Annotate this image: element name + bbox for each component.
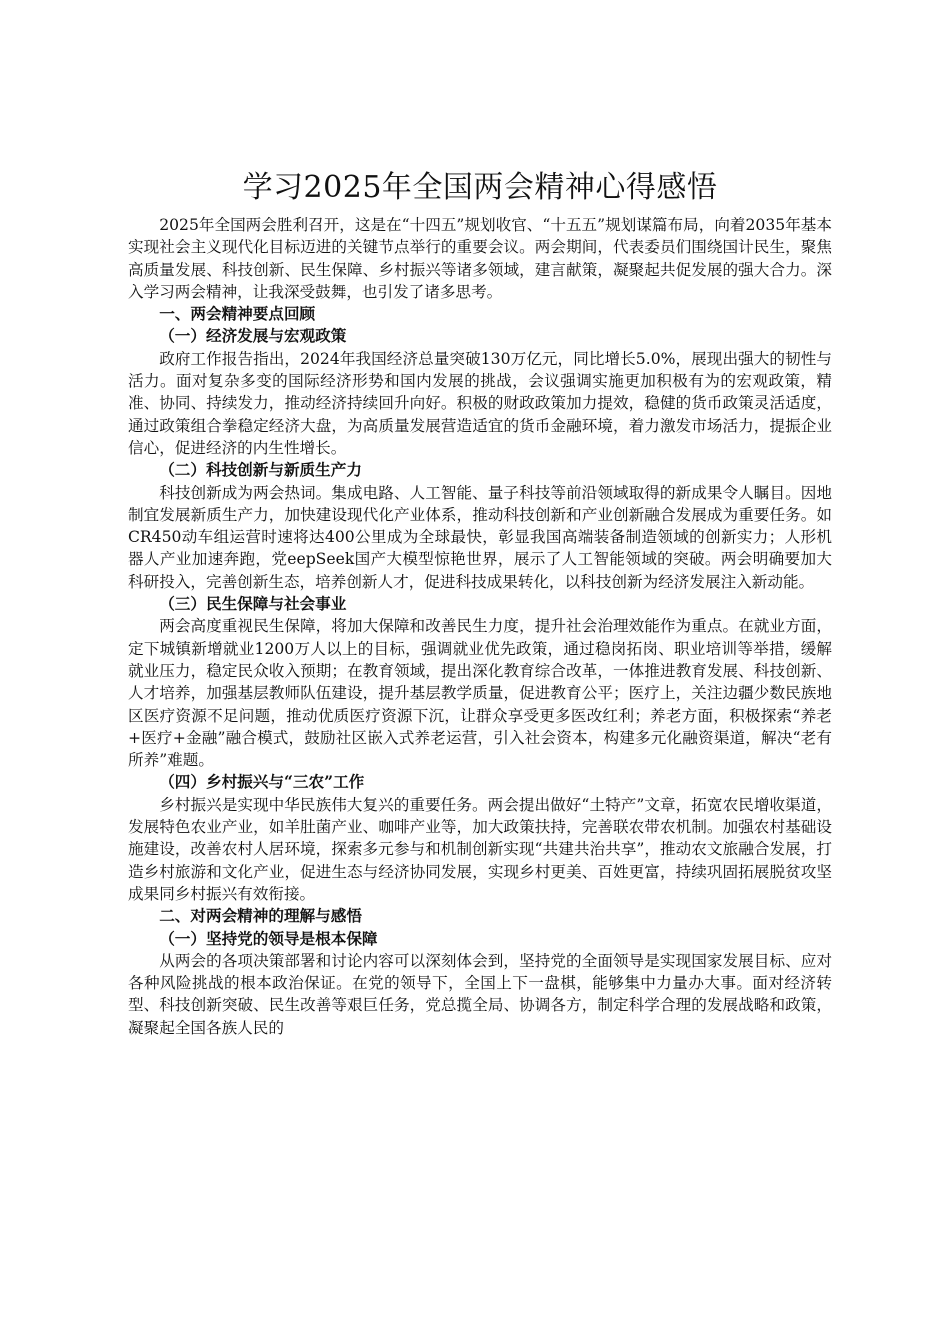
subsection-body-1-2: 科技创新成为两会热词。集成电路、人工智能、量子科技等前沿领域取得的新成果令人瞩目。因地制宜发展新质生产力，加快建设现代化产业体系，推动科技创新和产业创新融合发展成为重要任务。如CR450动车组运营时速将达400公里成为全球最快，彰显我国高端装备制造领域的创新实力；人形机器人产业加速奔跑，党eepSeek国产大模型惊艳世界，展示了人工智能领域的突破。两会明确要加大科研投入，完善创新生态，培养创新人才，促进科技成果转化，以科技创新为经济发展注入新动能。 [128, 483, 832, 591]
intro-paragraph: 2025年全国两会胜利召开，这是在“十四五”规划收官、“十五五”规划谋篇布局，向着2035年基本实现社会主义现代化目标迈进的关键节点举行的重要会议。两会期间，代表委员们围绕国计民生，聚焦高质量发展、科技创新、民生保障、乡村振兴等诸多领域，建言献策，凝聚起共促发展的强大合力。深入学习两会精神，让我深受鼓舞，也引发了诸多思考。 [128, 216, 832, 301]
subsection-heading-1-3: （三）民生保障与社会事业 [159, 594, 347, 614]
section-heading-2: 二、对两会精神的理解与感悟 [159, 906, 362, 926]
subsection-heading-1-4: （四）乡村振兴与“三农”工作 [159, 772, 365, 792]
subsection-heading-1-1: （一）经济发展与宏观政策 [159, 326, 347, 346]
subsection-heading-1-2: （二）科技创新与新质生产力 [159, 460, 362, 480]
subsection-body-1-4: 乡村振兴是实现中华民族伟大复兴的重要任务。两会提出做好“土特产”文章，拓宽农民增收渠道，发展特色农业产业，如羊肚菌产业、咖啡产业等，加大政策扶持，完善联农带农机制。加强农村基础设施建设，改善农村人居环境，探索多元参与和机制创新实现“共建共治共享”，推动农文旅融合发展，打造乡村旅游和文化产业，促进生态与经济协同发展，实现乡村更美、百姓更富，持续巩固拓展脱贫攻坚成果同乡村振兴有效衔接。 [128, 795, 832, 903]
document-page [128, 166, 832, 1039]
subsection-heading-2-1: （一）坚持党的领导是根本保障 [159, 928, 378, 948]
section-heading-1: 一、两会精神要点回顾 [159, 304, 316, 324]
document-title: 学习2025年全国两会精神心得感悟 [242, 170, 718, 205]
subsection-body-1-1: 政府工作报告指出，2024年我国经济总量突破130万亿元，同比增长5.0%，展现出强大的韧性与活力。面对复杂多变的国际经济形势和国内发展的挑战，会议强调实施更加积极有为的宏观政策，精准、协同、持续发力，推动经济持续回升向好。积极的财政政策加力提效，稳健的货币政策灵活适度，通过政策组合拳稳定经济大盘，为高质量发展营造适宜的货币金融环境，着力激发市场活力，提振企业信心，促进经济的内生性增长。 [128, 349, 832, 457]
subsection-body-1-3: 两会高度重视民生保障，将加大保障和改善民生力度，提升社会治理效能作为重点。在就业方面，定下城镇新增就业1200万人以上的目标，强调就业优先政策，通过稳岗拓岗、职业培训等举措，缓解就业压力，稳定民众收入预期；在教育领域，提出深化教育综合改革，一体推进教育发展、科技创新、人才培养，加强基层教师队伍建设，提升基层教学质量，促进教育公平；医疗上，关注边疆少数民族地区医疗资源不足问题，推动优质医疗资源下沉，让群众享受更多医改红利；养老方面，积极探索“养老+医疗+金融”融合模式，鼓励社区嵌入式养老运营，引入社会资本，构建多元化融资渠道，解决“老有所养”难题。 [128, 617, 832, 770]
subsection-body-2-1: 从两会的各项决策部署和讨论内容可以深刻体会到，坚持党的全面领导是实现国家发展目标、应对各种风险挑战的根本政治保证。在党的领导下，全国上下一盘棋，能够集中力量办大事。面对经济转型、科技创新突破、民生改善等艰巨任务，党总揽全局、协调各方，制定科学合理的发展战略和政策，凝聚起全国各族人民的 [128, 951, 832, 1037]
